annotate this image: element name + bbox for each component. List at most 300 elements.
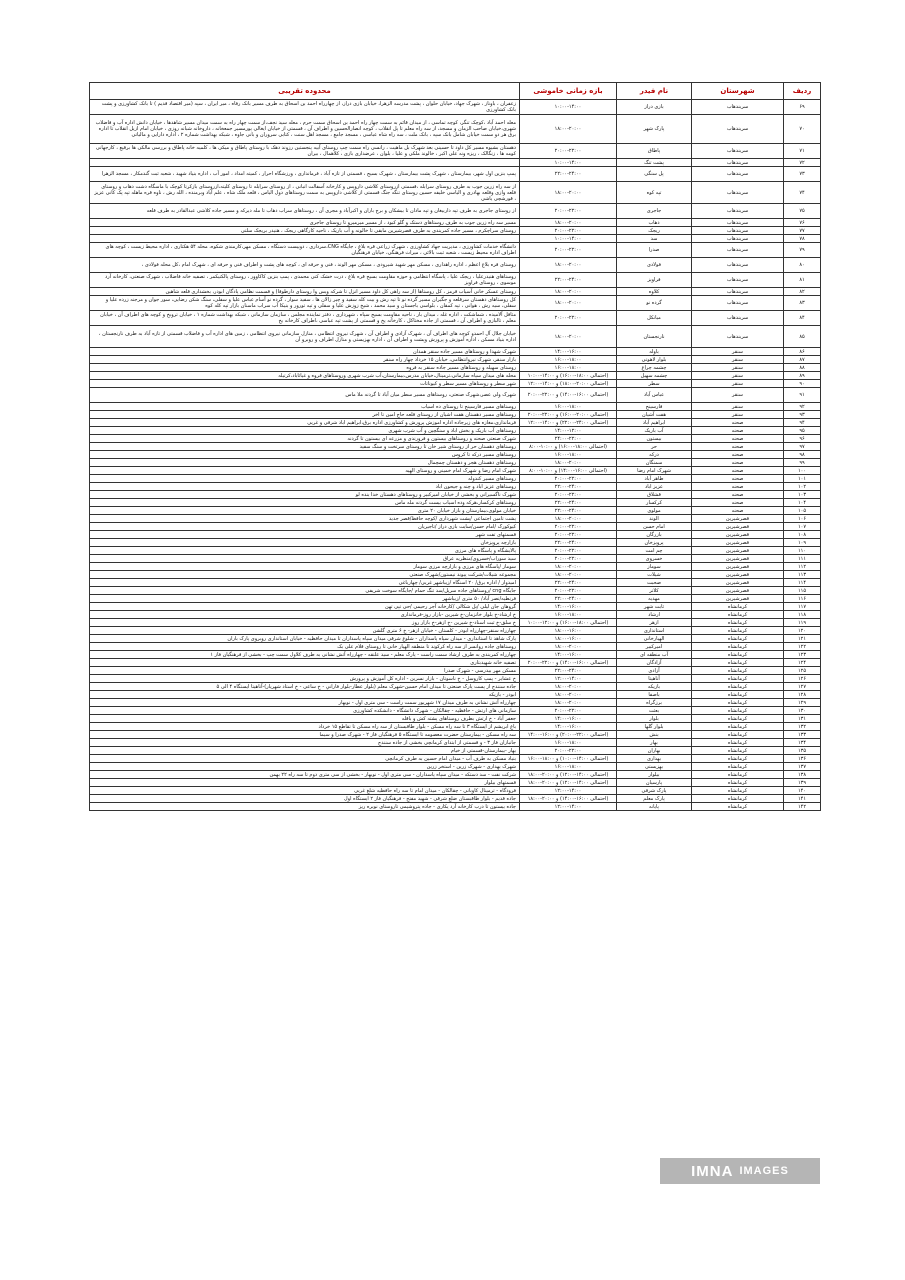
cell-area: سید سوراب/خسروی/منظریه عراق: [90, 555, 520, 563]
table-row: [90, 380, 821, 388]
cell-num: ۹۱: [784, 388, 821, 403]
cell-num: ۱۲۷: [784, 683, 821, 691]
cell-num: ۱۳۰: [784, 707, 821, 715]
cell-time: ۱۸:۰۰-۱۶:۰۰: [520, 635, 617, 643]
table-row: [90, 699, 821, 707]
cell-city: قصرشیرین: [692, 515, 784, 523]
cell-city: کرمانشاه: [692, 619, 784, 627]
cell-area: سوماز /پاسگاه های مرزی و بازارچه مرزی سوماز: [90, 563, 520, 571]
cell-feeder: پشت تنگ: [617, 159, 692, 167]
cell-city: قصرشیرین: [692, 563, 784, 571]
cell-time: (احتمالی ۲۴:۰۰-۲۲:۰۰) و ۱۴:۰۰-۱۲:۰۰: [520, 419, 617, 427]
cell-time: ۲۲:۰۰-۲۴:۰۰: [520, 167, 617, 182]
cell-city: کرمانشاه: [692, 747, 784, 755]
cell-num: ۸۸: [784, 364, 821, 372]
cell-city: سربندهاب: [692, 258, 784, 273]
cell-feeder: پل سنگی: [617, 167, 692, 182]
cell-city: صحنه: [692, 491, 784, 499]
watermark-brand: IMNA: [691, 1162, 734, 1180]
cell-feeder: آناهیتا: [617, 675, 692, 683]
cell-num: ۱۳۲: [784, 723, 821, 731]
cell-city: کرمانشاه: [692, 739, 784, 747]
cell-num: ۷۳: [784, 167, 821, 182]
table-row: [90, 515, 821, 523]
cell-area: مسیر سه راه زرین جوب به طرف روستاهای دستک و گلو کبود ، از مسیر میرمیرو تا روستای جاجری: [90, 219, 520, 227]
table-row: [90, 547, 821, 555]
cell-city: کرمانشاه: [692, 763, 784, 771]
cell-time: ۲۲:۰۰-۲۴:۰۰: [520, 539, 617, 547]
cell-num: ۱۱۱: [784, 555, 821, 563]
cell-city: قصرشیرین: [692, 523, 784, 531]
cell-feeder: میانکل: [617, 311, 692, 326]
outage-table: [89, 82, 821, 811]
table-row: [90, 144, 821, 159]
cell-area: پشت تامین اجتماعی /پشت شهرداری /کوچه حافظ/قصر جدید: [90, 515, 520, 523]
cell-feeder: چم امت: [617, 547, 692, 555]
cell-area: مثافل آلامیده ، شماشکت ، اداره غله ، میدان بار ، ناحیه مقاومت بسیج سپاه ، شهرداری ، دفتر نماینده مجلس ، سازمان سازمانی ، شبکه بهداشت شماره ۱ ، خیابان تروبخ و کوچه های اطراف آن ، خیابان معلم ، تالبازی و اطراف آن ، قسمتی از جاده مختاکل ، کارخانه یخ و قسمتی از پشت تپه عباسی ،اطراف کارخانه یخ: [90, 311, 520, 326]
cell-city: سربندهاب: [692, 326, 784, 348]
cell-num: ۸۹: [784, 372, 821, 380]
cell-time: ۱۸:۰۰-۲۰:۰۰: [520, 563, 617, 571]
cell-time: (احتمالی ۱۸:۰۰-۱۶:۰۰) و ۱۰:۰۰-۸:۰۰: [520, 443, 617, 451]
table-row: [90, 763, 821, 771]
table-row: [90, 595, 821, 603]
cell-time: (احتمالی ۲۰:۰۰-۱۸:۰۰) و ۱۴:۰۰-۱۲:۰۰: [520, 380, 617, 388]
cell-num: ۱۱۰: [784, 547, 821, 555]
cell-area: بازارچه پرویزخان: [90, 539, 520, 547]
table-row: [90, 691, 821, 699]
cell-city: سربندهاب: [692, 311, 784, 326]
cell-area: شهرک صنعتی صحنه و روستاهای بیستون و فرورندی و مزرعه ای بیستون تا گردنه: [90, 435, 520, 443]
cell-area: شهرک ناگسیرانی و بخشی از خیابان امیرکبیر و روستاهای دهستان خدا بنده لو: [90, 491, 520, 499]
cell-feeder: پارک شرقی: [617, 787, 692, 795]
table-row: [90, 739, 821, 747]
cell-num: ۱۰۱: [784, 475, 821, 483]
outage-schedule-sheet: [90, 82, 821, 811]
cell-num: ۱۴۱: [784, 795, 821, 803]
cell-feeder: هفت آشیان: [617, 411, 692, 419]
cell-time: ۱۶:۰۰-۱۸:۰۰: [520, 364, 617, 372]
cell-city: قصرشیرین: [692, 587, 784, 595]
cell-num: ۹۹: [784, 459, 821, 467]
cell-area: باغ ابریشم از ایستگاه ۳ تا سه راه مسکن - بلوار طاقبستان از سه راه مسکن تا تقاطع ۱۵ خرداد: [90, 723, 520, 731]
header-feeder: نام فیدر: [617, 83, 692, 100]
cell-num: ۹۸: [784, 451, 821, 459]
cell-area: روستاهای مسیر کندوله: [90, 475, 520, 483]
cell-feeder: باوله: [617, 348, 692, 356]
cell-feeder: برزگراه: [617, 699, 692, 707]
cell-area: خ ارشاد-خ بلوار خانزمان-خ شیرین -بازار روز-فرمانداری: [90, 611, 520, 619]
cell-city: سربندهاب: [692, 100, 784, 115]
cell-city: کرمانشاه: [692, 699, 784, 707]
header-city: شهرستان: [692, 83, 784, 100]
table-row: [90, 483, 821, 491]
cell-feeder: چشمه سهیل: [617, 372, 692, 380]
cell-time: ۱۸:۰۰-۲۰:۰۰: [520, 115, 617, 144]
table-row: [90, 159, 821, 167]
cell-city: کرمانشاه: [692, 651, 784, 659]
cell-area: روستاهای مسیر دهستان هفت اشیان از روستای قلعه حاج امین تا اخر: [90, 411, 520, 419]
cell-time: ۱۸:۰۰-۲۰:۰۰: [520, 643, 617, 651]
cell-time: ۱۲:۰۰-۱۴:۰۰: [520, 675, 617, 683]
cell-time: ۲۰:۰۰-۲۲:۰۰: [520, 707, 617, 715]
table-row: [90, 100, 821, 115]
cell-area: فرمانداری،مغازه های زیرجاده اداره اموزش پرورش و کشاورزی اداره برق،ابراهیم اباد شرقی و غربی: [90, 419, 520, 427]
cell-city: صحنه: [692, 435, 784, 443]
cell-feeder: پارک شهر: [617, 115, 692, 144]
table-row: [90, 683, 821, 691]
cell-time: ۲۰:۰۰-۲۲:۰۰: [520, 243, 617, 258]
cell-num: ۶۹: [784, 100, 821, 115]
cell-num: ۷۰: [784, 115, 821, 144]
table-row: [90, 419, 821, 427]
cell-city: سربندهاب: [692, 159, 784, 167]
cell-num: ۱۳۷: [784, 763, 821, 771]
cell-feeder: بهزیستی: [617, 763, 692, 771]
cell-feeder: کرکسار: [617, 499, 692, 507]
cell-feeder: بلوار: [617, 715, 692, 723]
cell-feeder: درکه: [617, 451, 692, 459]
cell-city: کرمانشاه: [692, 715, 784, 723]
cell-city: کرمانشاه: [692, 667, 784, 675]
table-row: [90, 219, 821, 227]
cell-num: ۱۲۵: [784, 667, 821, 675]
cell-time: ۲۰:۰۰-۲۲:۰۰: [520, 523, 617, 531]
cell-feeder: بیستون: [617, 435, 692, 443]
cell-area: روستاهای جاده روانسر از سه راه کرکوند تا منطقه الهیار خانی تا روستای قلام علی بک: [90, 643, 520, 651]
cell-area: شهرک ولی عصر،شهرک صنعتی، روستاهای مسیر سطر میان آباد تا گردنه ملا ماس: [90, 388, 520, 403]
cell-time: ۲۲:۰۰-۲۴:۰۰: [520, 507, 617, 515]
table-row: [90, 459, 821, 467]
cell-area: روستای سراچکرم ، مسیر جاده کمربندی به طرف قصرشیرین مابقی تا خالونه و آب باریک ، ناحیه کارگاهی ریجک ، هنیدر بریجک سلتی: [90, 227, 520, 235]
table-row: [90, 659, 821, 667]
cell-num: ۱۰۸: [784, 531, 821, 539]
cell-num: ۱۳۹: [784, 779, 821, 787]
cell-city: کرمانشاه: [692, 723, 784, 731]
cell-time: (احتمالی ۲۰:۰۰-۱۶:۰۰) و ۲۲:۰۰-۲۰:۰۰: [520, 411, 617, 419]
cell-feeder: حر: [617, 443, 692, 451]
table-row: [90, 227, 821, 235]
cell-feeder: پارک معلم: [617, 795, 692, 803]
cell-time: ۱۸:۰۰-۲۰:۰۰: [520, 258, 617, 273]
cell-feeder: مولوی: [617, 507, 692, 515]
table-row: [90, 667, 821, 675]
cell-feeder: سوماز: [617, 563, 692, 571]
cell-time: ۱۶:۰۰-۱۸:۰۰: [520, 356, 617, 364]
cell-time: ۱۸:۰۰-۲۰:۰۰: [520, 459, 617, 467]
cell-num: ۱۱۴: [784, 579, 821, 587]
cell-city: کرمانشاه: [692, 707, 784, 715]
cell-area: جاده قدیم - بلوار طاقبستان ضلع شرقی - شهید مفتح - فرهنگیان فاز ۲ ایستگاه اول: [90, 795, 520, 803]
cell-city: سنقر: [692, 411, 784, 419]
cell-area: قسمتهای بیلوار: [90, 779, 520, 787]
cell-area: جعفر آباد - خ ارتش بطرف روستاهای پشته کش و باقله: [90, 715, 520, 723]
table-row: [90, 348, 821, 356]
cell-city: سربندهاب: [692, 288, 784, 296]
cell-num: ۱۱۶: [784, 595, 821, 603]
cell-time: ۱۶:۰۰-۱۸:۰۰: [520, 763, 617, 771]
cell-num: ۱۲۱: [784, 635, 821, 643]
cell-feeder: ذهاب: [617, 219, 692, 227]
cell-time: ۱۸:۰۰-۱۶:۰۰: [520, 627, 617, 635]
table-row: [90, 311, 821, 326]
cell-time: ۲۰:۰۰-۲۲:۰۰: [520, 311, 617, 326]
table-row: [90, 411, 821, 419]
table-row: [90, 715, 821, 723]
cell-time: ۱۰:۰۰-۱۴:۰۰: [520, 159, 617, 167]
cell-city: کرمانشاه: [692, 643, 784, 651]
cell-feeder: بنش: [617, 731, 692, 739]
cell-time: ۱۸:۰۰-۲۰:۰۰: [520, 326, 617, 348]
table-row: [90, 571, 821, 579]
table-row: [90, 326, 821, 348]
cell-num: ۱۳۴: [784, 739, 821, 747]
cell-area: مسکن مهر بیدرسی - شهرک صدرا: [90, 667, 520, 675]
cell-time: ۲۰:۰۰-۲۲:۰۰: [520, 204, 617, 219]
cell-num: ۱۰۳: [784, 491, 821, 499]
cell-feeder: بعثت: [617, 707, 692, 715]
cell-time: ۱۶:۰۰-۱۸:۰۰: [520, 451, 617, 459]
imna-watermark: [660, 1158, 820, 1184]
cell-city: کرمانشاه: [692, 635, 784, 643]
cell-num: ۸۴: [784, 311, 821, 326]
cell-num: ۸۵: [784, 326, 821, 348]
cell-time: (احتمالی ۱۶:۰۰-۱۴:۰۰) و ۲۲:۰۰-۲۰:۰۰: [520, 659, 617, 667]
cell-city: کرمانشاه: [692, 627, 784, 635]
cell-time: (احتمالی ۲۲:۰۰-۲۰:۰۰) و ۱۶:۰۰-۱۴:۰۰: [520, 731, 617, 739]
cell-area: زعفران ، باوناز ، شهرک جهاد، خیابان حلوان ، پشت مدرسه الزهرا، خیابان بازی دراز، از چهارراه احمد بن اسحاق به طرف مسیر بانک رفاه ، میر ایران ، سپه (میر اقتصاد قدیم ) تا بانک کشاورزی و پشت بانک کشاورزی: [90, 100, 520, 115]
cell-area: دهستان بشیوه مسیر کل داود تا حسینی بعد شهرک بل ماهیت ، رانسی راه سمت چپ روستای آبیه پنجستین رزوند دهک با روستای پاطاق و میکی ها ، کلمیه خانه پاطاق و بررسی مالکی ها برقیع ، کارجهانی کومه ها ، زنگالک ، ریزه ونه علی اکبر ، خالوند ملکی و علیا ، بلوان ، عرضداری بازی ، کلاهمال ، بیران: [90, 144, 520, 159]
cell-num: ۷۲: [784, 159, 821, 167]
table-row: [90, 611, 821, 619]
cell-feeder: ازهر: [617, 619, 692, 627]
cell-feeder: ارشاد: [617, 611, 692, 619]
cell-num: ۱۲۶: [784, 675, 821, 683]
cell-city: قصرشیرین: [692, 595, 784, 603]
cell-time: ۱۰:۰۰-۱۴:۰۰: [520, 100, 617, 115]
cell-num: ۱۳۱: [784, 715, 821, 723]
cell-time: (احتمالی ۱۶:۰۰-۱۴:۰۰) و ۱۰:۰۰-۸:۰۰: [520, 467, 617, 475]
cell-feeder: سمنگان: [617, 459, 692, 467]
cell-city: صحنه: [692, 451, 784, 459]
cell-area: ابوذر - بازیکه: [90, 691, 520, 699]
cell-area: [90, 235, 520, 243]
table-row: [90, 491, 821, 499]
cell-num: ۷۱: [784, 144, 821, 159]
table-row: [90, 531, 821, 539]
header-area: محدوده تقریبی: [90, 83, 520, 100]
cell-time: ۲۲:۰۰-۲۴:۰۰: [520, 499, 617, 507]
table-row: [90, 643, 821, 651]
cell-feeder: ریجک: [617, 227, 692, 235]
cell-feeder: کلاوه: [617, 288, 692, 296]
cell-area: روستاهای دهستان هجر و دهستان چمچمال: [90, 459, 520, 467]
cell-area: چهارراه آتش نشانی به طرف میدان ۱۷ شهریور سمت راست - سی متری اول - نوبهار: [90, 699, 520, 707]
cell-feeder: آب منطقه ای: [617, 651, 692, 659]
cell-time: (احتمالی ۱۸:۰۰-۱۶:۰۰) و ۱۴:۰۰-۱۰:۰۰: [520, 372, 617, 380]
table-row: [90, 451, 821, 459]
cell-city: قصرشیرین: [692, 547, 784, 555]
table-row: [90, 603, 821, 611]
cell-area: جایگاه cng /روستاهای جاده سرپل/سد تنگ حمام /جایگاه سوخت شریفی: [90, 587, 520, 595]
cell-num: ۸۱: [784, 273, 821, 288]
cell-time: ۲۲:۰۰-۲۴:۰۰: [520, 595, 617, 603]
cell-feeder: باصفا: [617, 691, 692, 699]
cell-num: ۱۳۳: [784, 731, 821, 739]
cell-city: کرمانشاه: [692, 787, 784, 795]
cell-city: سنقر: [692, 380, 784, 388]
cell-time: ۲۲:۰۰-۲۴:۰۰: [520, 483, 617, 491]
cell-time: ۱۲:۰۰-۱۴:۰۰: [520, 787, 617, 795]
cell-city: کرمانشاه: [692, 803, 784, 811]
cell-city: صحنه: [692, 459, 784, 467]
cell-num: ۱۰۹: [784, 539, 821, 547]
cell-city: کرمانشاه: [692, 611, 784, 619]
cell-city: صحنه: [692, 443, 784, 451]
cell-feeder: سطر: [617, 380, 692, 388]
cell-feeder: قشلاق: [617, 491, 692, 499]
cell-city: صحنه: [692, 499, 784, 507]
cell-area: گروهان جان لیلی /پل شکالی /کارخانه آجر رحیمی /حی تپی تهن: [90, 603, 520, 611]
cell-area: خ سلق-خ ثبت اسناد-خ شیرین -خ ازهر-خ بازار روز: [90, 619, 520, 627]
cell-city: سنقر: [692, 356, 784, 364]
cell-feeder: ثابت شهر: [617, 603, 692, 611]
table-row: [90, 507, 821, 515]
table-row: [90, 372, 821, 380]
cell-num: ۱۰۵: [784, 507, 821, 515]
cell-city: کرمانشاه: [692, 779, 784, 787]
cell-city: صحنه: [692, 475, 784, 483]
cell-city: کرمانشاه: [692, 731, 784, 739]
cell-feeder: عزیز اباد: [617, 483, 692, 491]
cell-feeder: تپه کوه: [617, 182, 692, 204]
cell-feeder: پرویزخان: [617, 539, 692, 547]
cell-feeder: امیرکبیر: [617, 643, 692, 651]
cell-num: ۹۵: [784, 427, 821, 435]
watermark-tag: IMAGES: [739, 1165, 789, 1177]
cell-num: ۱۰۲: [784, 483, 821, 491]
cell-feeder: صحبت: [617, 579, 692, 587]
table-row: [90, 435, 821, 443]
table-row: [90, 651, 821, 659]
table-row: [90, 467, 821, 475]
cell-area: شهر سطر و روستاهای مسیر سطر و کیوناتات: [90, 380, 520, 388]
cell-city: سربندهاب: [692, 243, 784, 258]
cell-feeder: آب باریک: [617, 427, 692, 435]
table-row: [90, 443, 821, 451]
table-row: [90, 563, 821, 571]
cell-city: سنقر: [692, 372, 784, 380]
cell-num: ۱۱۵: [784, 587, 821, 595]
cell-time: (احتمالی ۱۸:۰۰-۱۶:۰۰) و ۱۲:۰۰-۱۰:۰۰: [520, 619, 617, 627]
cell-city: سربندهاب: [692, 227, 784, 235]
cell-time: ۲۰:۰۰-۲۲:۰۰: [520, 747, 617, 755]
cell-feeder: شهرک امام رضا: [617, 467, 692, 475]
cell-feeder: گرده نو: [617, 296, 692, 311]
cell-area: روستاهای کرکسار،هرکه وده اسیاب بیست گردنه مله ماس: [90, 499, 520, 507]
table-row: [90, 587, 821, 595]
cell-feeder: طاهر آباد: [617, 475, 692, 483]
cell-feeder: شیلات: [617, 571, 692, 579]
cell-num: ۹۷: [784, 443, 821, 451]
cell-area: شهرک امام رضا و شهرک امام خمینی و روستای الهیه: [90, 467, 520, 475]
cell-feeder: عباس آباد: [617, 388, 692, 403]
cell-area: خ عشایر - پمپ کاروسل - خ ناسوتان - بازار نسرین - اداره کل آموزش و پرورش: [90, 675, 520, 683]
cell-num: ۱۳۵: [784, 747, 821, 755]
cell-time: ۱۰:۰۰-۱۴:۰۰: [520, 235, 617, 243]
cell-feeder: آزادی: [617, 667, 692, 675]
table-row: [90, 273, 821, 288]
cell-num: ۱۱۲: [784, 563, 821, 571]
cell-feeder: آزادگان: [617, 659, 692, 667]
cell-feeder: فراویز: [617, 273, 692, 288]
cell-time: ۲۲:۰۰-۲۴:۰۰: [520, 667, 617, 675]
cell-area: روستاهای مسیر درکه تا کروس: [90, 451, 520, 459]
cell-city: قصرشیرین: [692, 571, 784, 579]
table-body: [90, 100, 821, 811]
table-row: [90, 523, 821, 531]
cell-time: ۱۴:۰۰-۱۶:۰۰: [520, 603, 617, 611]
table-row: [90, 803, 821, 811]
cell-area: روستاهای آب باریک و بخش اباد و سنگچین و آب شرب شهری: [90, 427, 520, 435]
cell-time: ۲۰:۰۰-۲۲:۰۰: [520, 475, 617, 483]
cell-feeder: نارنجستان: [617, 326, 692, 348]
cell-area: چهارراه کمربندی به طرف ارشاد سمت راست - پارک معلم - سید علنقه - چهارراه آتش نشانی به طرف کلاول سمت چپ - بخشی از فرهنگیان فاز ۱: [90, 651, 520, 659]
cell-area: از روستای جاجری به طرف تپه داربیغان و تپه مادان تا بیشکان و برج باران و اکبرآباد و مجری آن ، روستاهای سراب دهاب تا مله دیرکه و مسیر جاده کلاشی عبدالقادر به طرف قلعه: [90, 204, 520, 219]
cell-area: چهارراه سنقر-چهارراه ابوذر - کلستان - خیابان ازهر- خ ۶ متری گلشن: [90, 627, 520, 635]
cell-area: دانشگاه خدمات کشاورزی ، مدیریت جهاد کشاورزی ، شهرک زراعی قره بلاغ ، جایگاه CNG،سرداری ، دوییست دستگاه ، مسکن مهر،کارمندی شکوه، محله ۵۴ هکتاری ، اداره محیط زیست ، کوچه های اطراف اداره محیط زیست ، شعبه ثبت بالائی ، میراث فرهنگی، خیابان فرهنگیان: [90, 243, 520, 258]
table-row: [90, 356, 821, 364]
table-row: [90, 475, 821, 483]
cell-city: قصرشیرین: [692, 555, 784, 563]
cell-feeder: صدرا: [617, 243, 692, 258]
cell-area: بهار -بیمارستان-قسمتی از خیام: [90, 747, 520, 755]
cell-city: سربندهاب: [692, 273, 784, 288]
cell-area: امیدوار / اداره برق/ ۲۰ اسنگاه /زیباشهر غربی/ چهارباغی: [90, 579, 520, 587]
cell-time: ۱۸:۰۰-۲۰:۰۰: [520, 683, 617, 691]
table-row: [90, 755, 821, 763]
cell-time: ۱۴:۰۰-۱۶:۰۰: [520, 715, 617, 723]
cell-city: سربندهاب: [692, 204, 784, 219]
cell-num: ۱۲۲: [784, 643, 821, 651]
cell-time: ۲۰:۰۰-۲۲:۰۰: [520, 144, 617, 159]
cell-area: از سه راه زرین جوب به طرف روستای سرابله ،قسمتی ازروستای کلاشی داروپس و کارخانه آسفالت انبانی ، از روستای سرابله تا روستای کلیته،ازروستای بازکرتا کوچک با ماسگاه دشت ذهاب و روستای قلعه وازی وقلعه بهادری و الیاسی خلیفه حسین روستای تنگه جنگ قسمتی از کلاشی داروپس به سمت روستاهای دول الیاس ، قلعه ملک شاه ، علم آباد وبرمنده ، الله رش ، ناوه قره ماهله تپه پک کانی عزیز ، قورشچی یاشی: [90, 182, 520, 204]
cell-num: ۱۳۶: [784, 755, 821, 763]
cell-area: بازار سنقر، شهرک نیروانتظامی، خیابان ۱۵ خرداد چهار راه سنقر: [90, 356, 520, 364]
table-row: [90, 555, 821, 563]
cell-city: سنقر: [692, 403, 784, 411]
table-row: [90, 795, 821, 803]
cell-feeder: چشمه چراغ: [617, 364, 692, 372]
cell-time: ۱۸:۰۰-۲۰:۰۰: [520, 219, 617, 227]
cell-feeder: جاجری: [617, 204, 692, 219]
table-row: [90, 296, 821, 311]
cell-time: ۱۴:۰۰-۱۲:۰۰: [520, 427, 617, 435]
table-row: [90, 675, 821, 683]
table-row: [90, 707, 821, 715]
table-row: [90, 499, 821, 507]
cell-city: کرمانشاه: [692, 683, 784, 691]
cell-time: ۲۲:۰۰-۲۴:۰۰: [520, 273, 617, 288]
cell-city: قصرشیرین: [692, 531, 784, 539]
cell-city: کرمانشاه: [692, 691, 784, 699]
cell-area: روستاهای مسیر فارسینج تا روستای ده اسیاب: [90, 403, 520, 411]
cell-time: ۲۴:۰۰-۲۲:۰۰: [520, 435, 617, 443]
cell-time: ۱۸:۰۰-۲۰:۰۰: [520, 691, 617, 699]
cell-feeder: بازرگان: [617, 531, 692, 539]
cell-num: ۷۸: [784, 235, 821, 243]
cell-time: ۱۶:۰۰-۱۸:۰۰: [520, 403, 617, 411]
